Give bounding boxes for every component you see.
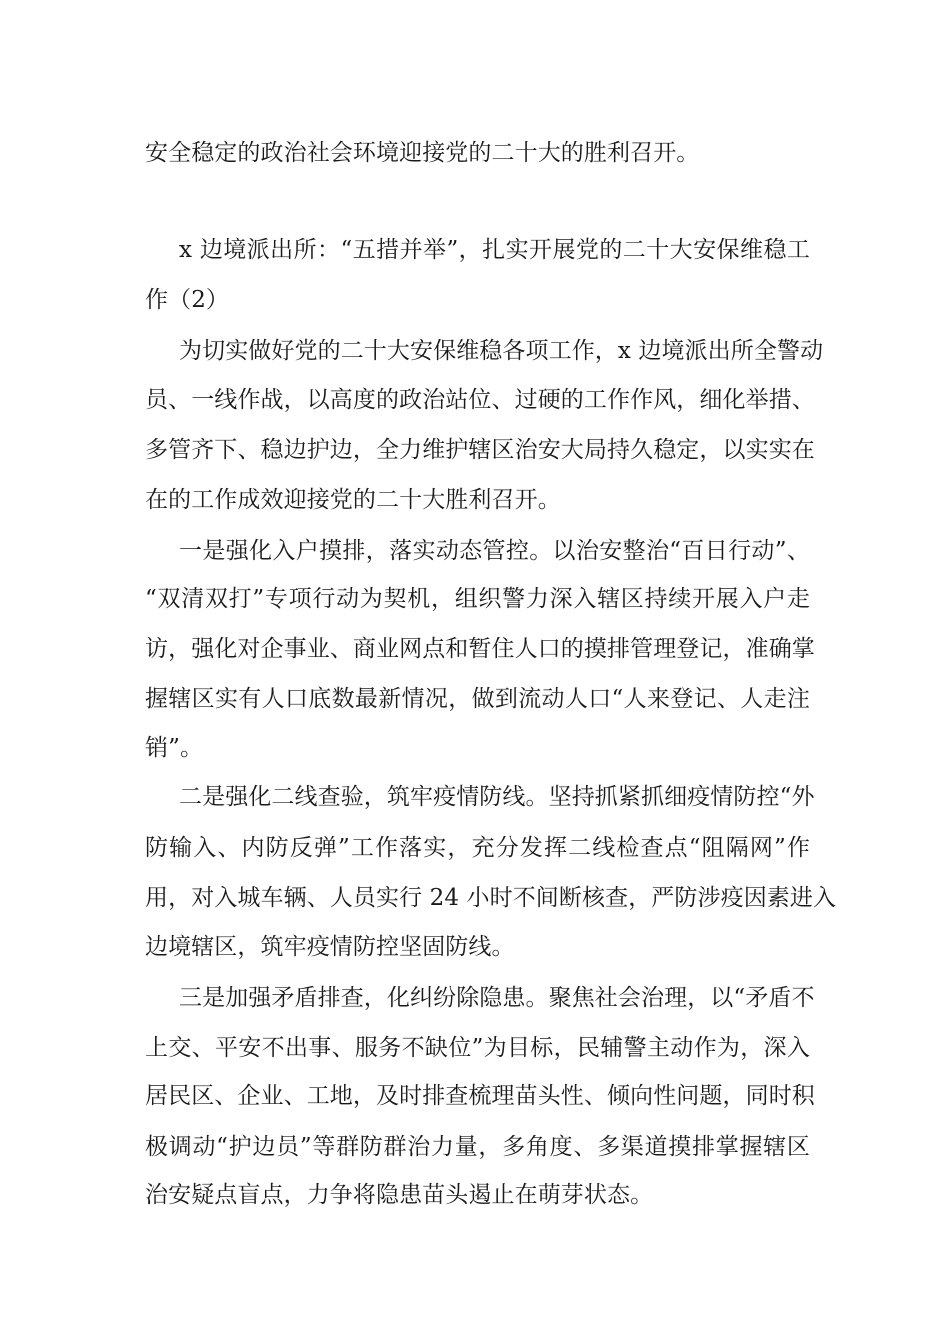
paragraph-line: 边境辖区，筑牢疫情防控坚固防线。 (145, 934, 515, 960)
paragraph-line: 访，强化对企事业、商业网点和暂住人口的摸排管理登记，准确掌 (145, 636, 815, 662)
article-heading-line: x 边境派出所：“五措并举”，扎实开展党的二十大安保维稳工 (179, 237, 810, 263)
paragraph-line: 一是强化入户摸排，落实动态管控。以治安整治“百日行动”、 (179, 538, 810, 564)
paragraph-line: 在的工作成效迎接党的二十大胜利召开。 (145, 487, 561, 513)
paragraph-line: 多管齐下、稳边护边，全力维护辖区治安大局持久稳定，以实实在 (145, 437, 815, 463)
paragraph-line: 三是加强矛盾排查，化纠纷除隐患。聚焦社会治理，以“矛盾不 (179, 985, 815, 1011)
paragraph-line: 为切实做好党的二十大安保维稳各项工作，x 边境派出所全警动 (179, 338, 824, 364)
paragraph-line: 防输入、内防反弹”工作落实，充分发挥二线检查点“阻隔网”作 (145, 835, 810, 861)
paragraph-line: 握辖区实有人口底数最新情况，做到流动人口“人来登记、人走注 (145, 686, 810, 712)
paragraph-line: 销”。 (145, 735, 204, 761)
paragraph-line: “双清双打”专项行动为契机，组织警力深入辖区持续开展入户走 (145, 586, 810, 612)
paragraph-line: 治安疑点盲点，力争将隐患苗头遏止在萌芽状态。 (145, 1182, 654, 1208)
paragraph-line: 二是强化二线查验，筑牢疫情防线。坚持抓紧抓细疫情防控“外 (179, 784, 815, 810)
paragraph-line: 上交、平安不出事、服务不缺位”为目标，民辅警主动作为，深入 (145, 1035, 810, 1061)
paragraph-line: 员、一线作战，以高度的政治站位、过硬的工作作风，细化举措、 (145, 387, 815, 413)
paragraph-line: 用，对入城车辆、人员实行 24 小时不间断核查，严防涉疫因素进入 (145, 885, 837, 911)
article-heading-line: 作（2） (145, 287, 230, 313)
paragraph-line: 安全稳定的政治社会环境迎接党的二十大的胜利召开。 (145, 140, 700, 166)
paragraph-line: 居民区、企业、工地，及时排查梳理苗头性、倾向性问题，同时积 (145, 1083, 815, 1109)
paragraph-line: 极调动“护边员”等群防群治力量，多角度、多渠道摸排掌握辖区 (145, 1134, 810, 1160)
